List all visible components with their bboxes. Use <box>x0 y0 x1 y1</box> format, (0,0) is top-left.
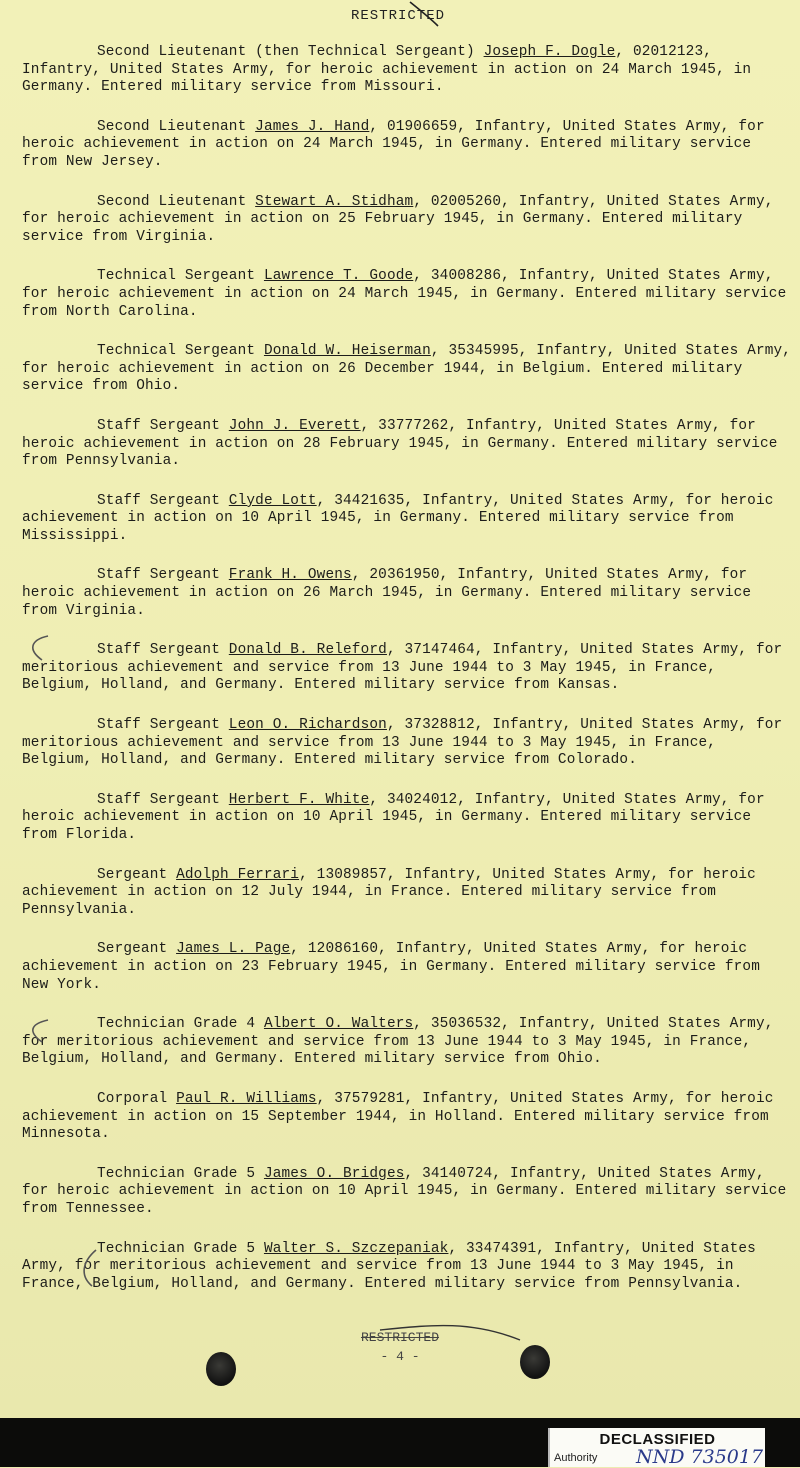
page-number: - 4 - <box>380 1349 420 1364</box>
citation-text: , 02012123, Infantry, United States Army, for heroic achievement in action on 24 March 1945, in Germany. Entered military service from Missouri. <box>22 44 752 96</box>
citation-text: , 33777262, Infantry, United States Army, for heroic achievement in action on 28 February 1945, in Germany. Entered military service from Pennsylvania. <box>22 417 778 470</box>
citation-entry <box>22 792 792 845</box>
citation-text: , 34140724, Infantry, United States Army, for heroic achievement in action on 10 April 1945, in Germany. Entered military service from Tennessee. <box>22 1165 787 1217</box>
citation-name: Donald W. Heiserman <box>263 343 431 360</box>
citation-text: , 02005260, Infantry, United States Army, for heroic achievement in action on 25 February 1945, in Germany. Entered military service from Virginia. <box>22 193 774 245</box>
citation-name: Clyde Lott <box>228 492 317 509</box>
citation-rank: Technical Sergeant <box>97 268 264 285</box>
citation-entry <box>22 867 792 920</box>
citation-rank: Technician Grade 4 <box>97 1016 264 1033</box>
citation-name: Donald B. Releford <box>228 642 387 659</box>
citation-rank: Staff Sergeant <box>97 791 229 808</box>
citation-name: Paul R. Williams <box>176 1090 317 1107</box>
citation-rank: Staff Sergeant <box>97 417 229 434</box>
citation-name: Frank H. Owens <box>228 567 352 584</box>
stamp-authority-label: Authority <box>554 1452 598 1464</box>
citation-rank: Staff Sergeant <box>97 492 229 509</box>
citation-text: , 35345995, Infantry, United States Army, for heroic achievement in action on 26 December 1944, in Belgium. Entered military service from Ohio. <box>22 343 792 395</box>
citation-entry <box>22 1241 792 1294</box>
citation-text: , 37147464, Infantry, United States Army, for meritorious achievement and service from 13 June 1944 to 3 May 1945, in France, Belgium, Holland, and Germany. Entered military service from Kansas. <box>22 642 783 694</box>
punch-hole <box>206 1352 236 1386</box>
citation-entry <box>22 717 792 770</box>
citation-text: , 34008286, Infantry, United States Army, for heroic achievement in action on 24 March 1945, in Germany. Entered military service from North Carolina. <box>22 268 787 320</box>
footer-classification: RESTRICTED <box>360 1330 439 1345</box>
citation-text: , 01906659, Infantry, United States Army, for heroic achievement in action on 24 March 1945, in Germany. Entered military service from New Jersey. <box>22 118 765 170</box>
citation-rank: Sergeant <box>97 866 177 883</box>
citation-rank: Staff Sergeant <box>97 567 229 584</box>
citation-entry <box>22 493 792 546</box>
citation-text: , 37579281, Infantry, United States Army, for heroic achievement in action on 15 September 1944, in Holland. Entered military service from Minnesota. <box>22 1090 774 1143</box>
citation-text: , 20361950, Infantry, United States Army, for heroic achievement in action on 26 March 1945, in Germany. Entered military service from Virginia. <box>22 567 752 619</box>
citation-name: Leon O. Richardson <box>228 717 387 734</box>
citation-rank: Technician Grade 5 <box>97 1165 264 1182</box>
citation-rank: Corporal <box>97 1090 177 1107</box>
citation-rank: Staff Sergeant <box>97 717 229 734</box>
citation-rank: Second Lieutenant (then Technical Sergeant) <box>97 44 484 60</box>
citation-name: Albert O. Walters <box>263 1016 414 1033</box>
citation-entry <box>22 44 792 97</box>
page-footer <box>0 1330 800 1364</box>
citation-text: , 13089857, Infantry, United States Army, for heroic achievement in action on 12 July 1944, in France. Entered military service from Pennsylvania. <box>22 866 756 918</box>
citation-text: , 34421635, Infantry, United States Army, for heroic achievement in action on 10 April 1945, in Germany. Entered military service from Mississippi. <box>22 492 774 544</box>
stamp-authority-value: NND 735017 <box>636 1446 764 1468</box>
citation-entry <box>22 1166 792 1219</box>
citation-text: , 33474391, Infantry, United States Army, for meritorious achievement and service from 13 June 1944 to 3 May 1945, in France, Belgium, Holland, and Germany. Entered military service from Pennsylvania. <box>22 1240 756 1292</box>
punch-hole <box>520 1345 550 1379</box>
citation-entry <box>22 941 792 994</box>
citation-entry <box>22 1016 792 1069</box>
citation-rank: Staff Sergeant <box>97 642 229 659</box>
citation-name: Joseph F. Dogle <box>483 44 616 60</box>
citation-entry <box>22 343 792 396</box>
citation-name: James O. Bridges <box>263 1165 405 1182</box>
citation-rank: Second Lieutenant <box>97 118 256 135</box>
citation-list <box>22 44 792 1315</box>
citation-name: Adolph Ferrari <box>176 866 300 883</box>
citation-entry <box>22 119 792 172</box>
citation-name: James L. Page <box>176 941 291 958</box>
citation-text: , 34024012, Infantry, United States Army, for heroic achievement in action on 10 April 1945, in Germany. Entered military service from Florida. <box>22 791 765 843</box>
citation-name: James J. Hand <box>255 118 370 135</box>
declassified-stamp <box>548 1428 765 1467</box>
citation-text: , 35036532, Infantry, United States Army, for meritorious achievement and service from 13 June 1944 to 3 May 1945, in France, Belgium, Holland, and Germany. Entered military service from Ohio. <box>22 1016 774 1068</box>
stamp-title: DECLASSIFIED <box>599 1431 716 1448</box>
citation-entry <box>22 194 792 247</box>
citation-entry <box>22 418 792 471</box>
classification-header: RESTRICTED <box>350 8 445 24</box>
citation-entry <box>22 567 792 620</box>
citation-entry <box>22 1091 792 1144</box>
citation-name: Lawrence T. Goode <box>263 268 414 285</box>
citation-entry <box>22 268 792 321</box>
citation-name: John J. Everett <box>228 417 361 434</box>
citation-rank: Technical Sergeant <box>97 343 264 360</box>
citation-rank: Technician Grade 5 <box>97 1240 264 1257</box>
citation-entry <box>22 642 792 695</box>
citation-name: Walter S. Szczepaniak <box>263 1240 449 1257</box>
citation-text: , 37328812, Infantry, United States Army, for meritorious achievement and service from 13 June 1944 to 3 May 1945, in France, Belgium, Holland, and Germany. Entered military service from Colorado. <box>22 717 783 769</box>
citation-name: Herbert F. White <box>228 791 370 808</box>
citation-name: Stewart A. Stidham <box>255 193 414 210</box>
citation-text: , 12086160, Infantry, United States Army, for heroic achievement in action on 23 February 1945, in Germany. Entered military service from New York. <box>22 941 761 993</box>
citation-rank: Second Lieutenant <box>97 193 256 210</box>
citation-rank: Sergeant <box>97 941 177 958</box>
